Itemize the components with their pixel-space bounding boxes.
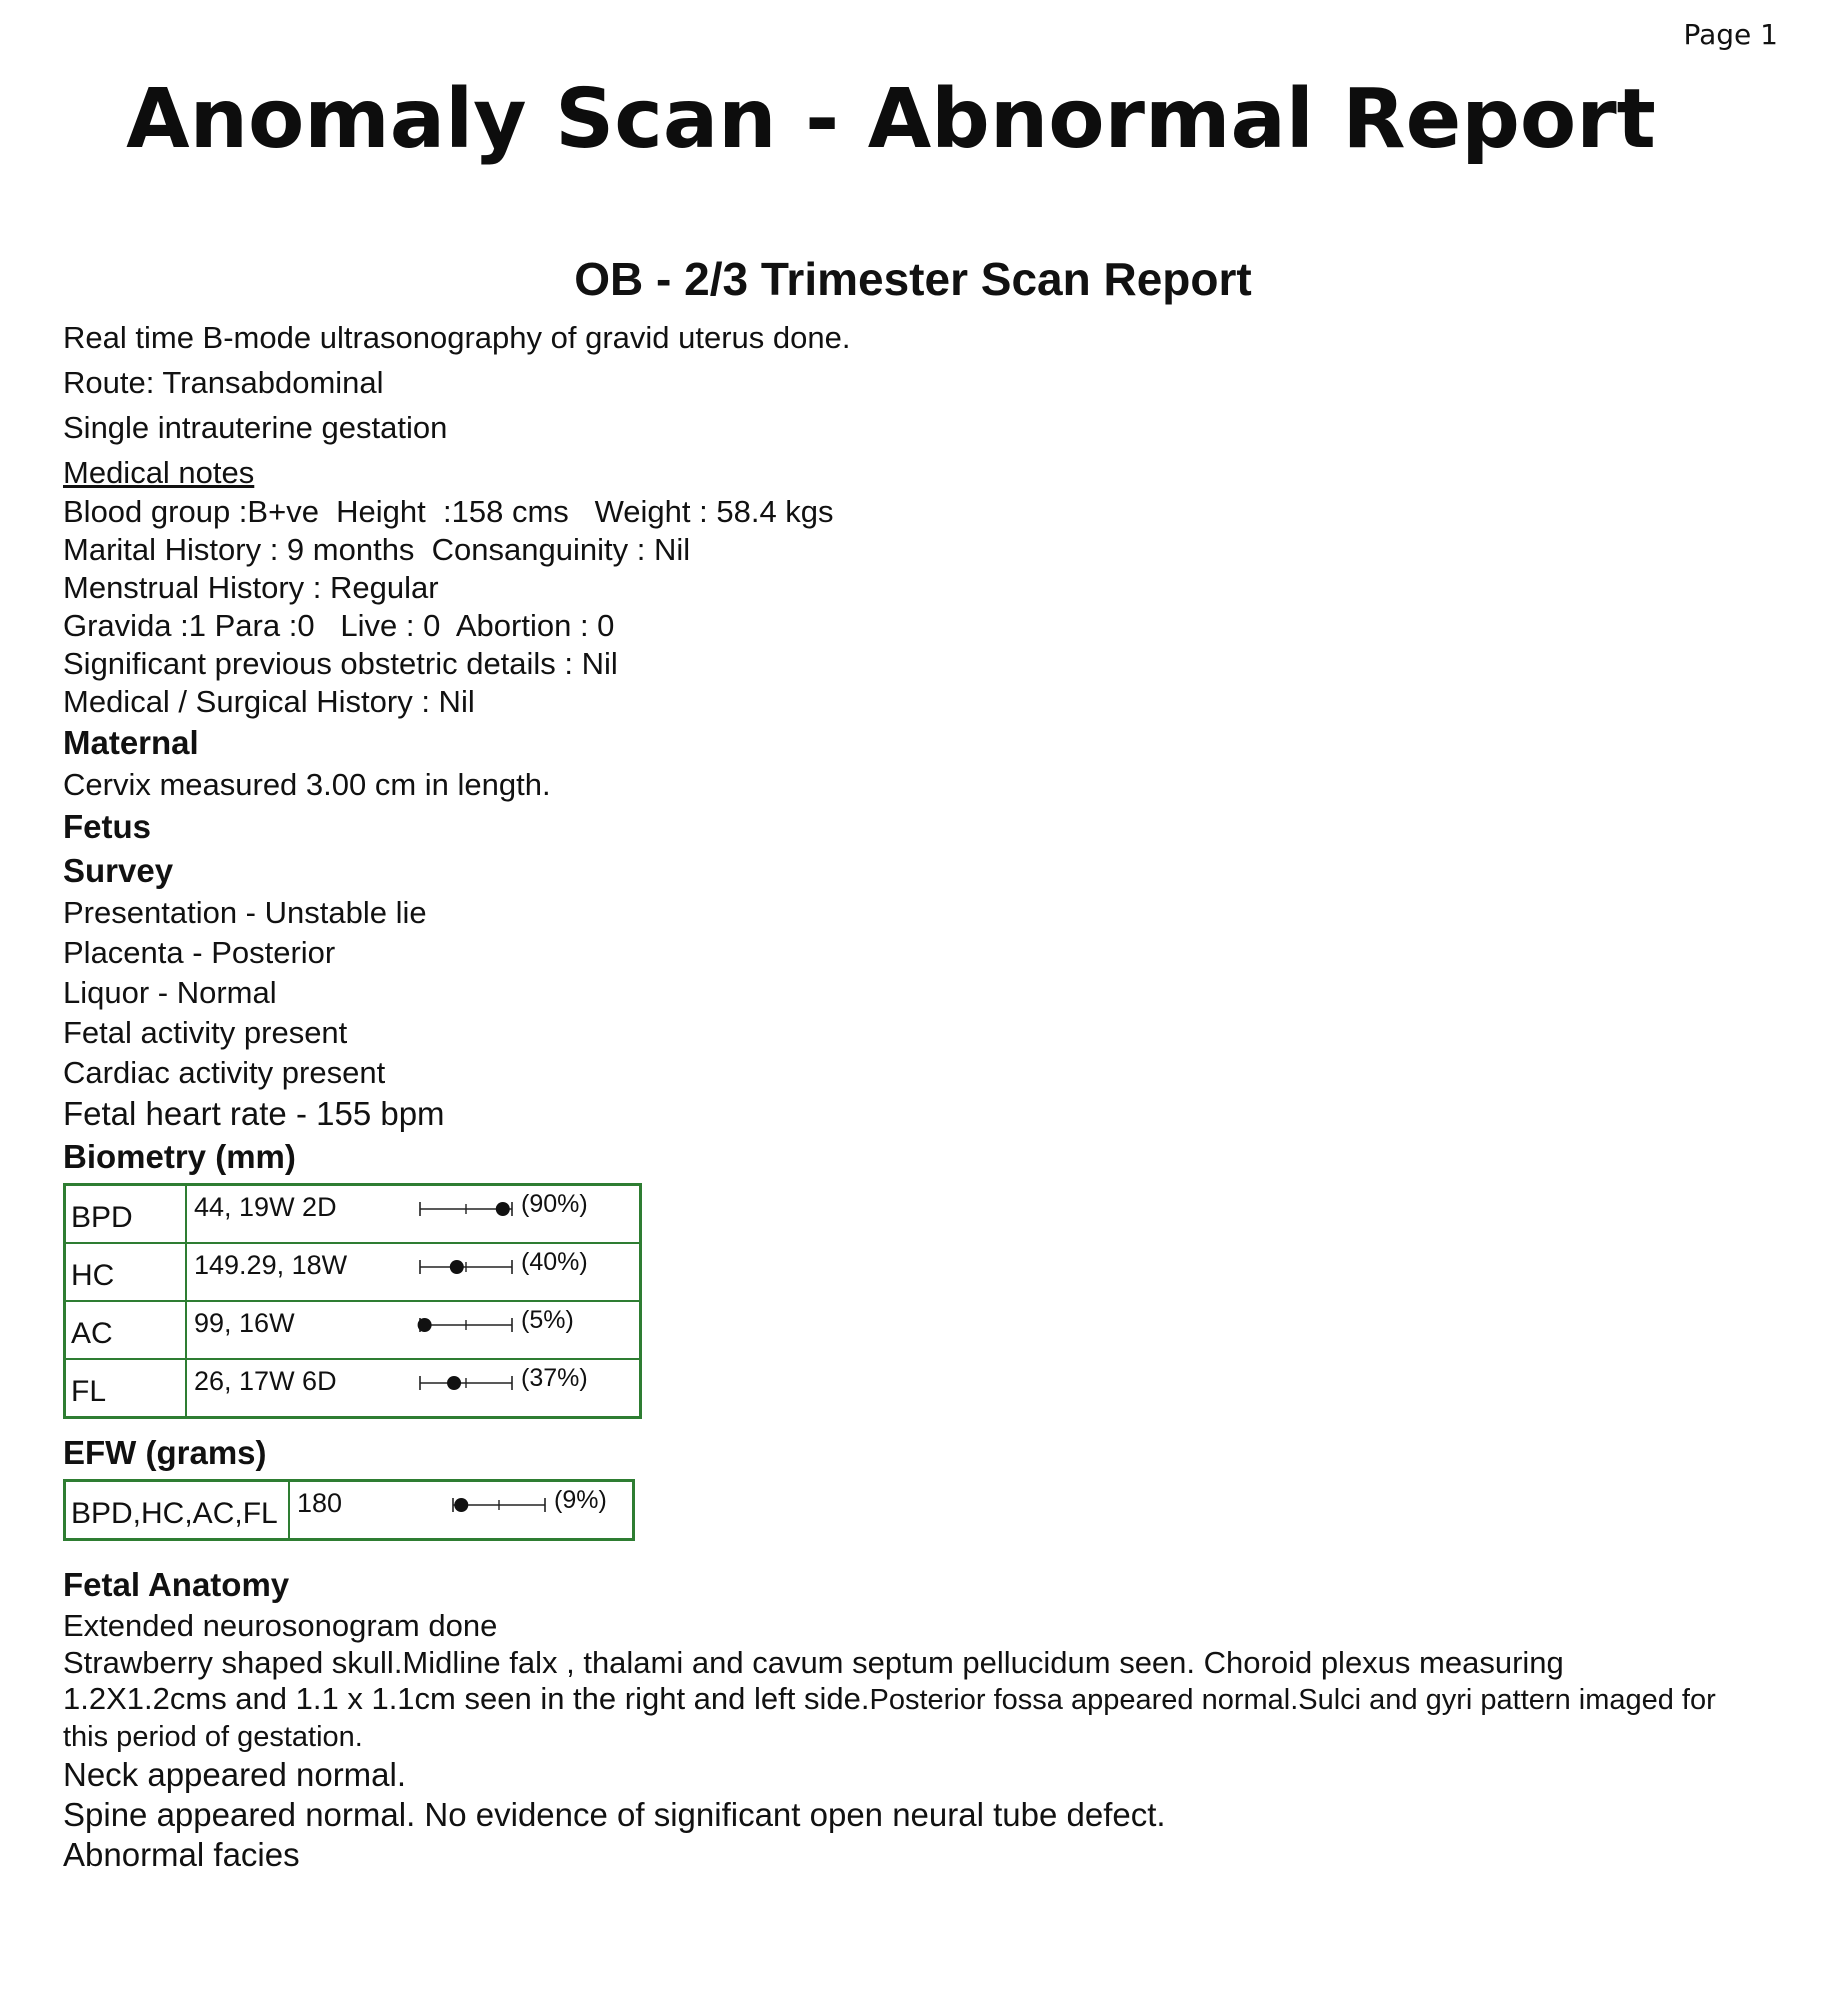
efw-percentile-gauge: [450, 1490, 550, 1520]
gauge-percentile-dot: [496, 1202, 510, 1216]
skull-text-part-1: Strawberry shaped skull.Midline falx , thalami and cavum septum pellucidum seen. Choroid plexus measuring 1.2X1.2cms and 1.1 x 1.1cm seen in the right and left side.: [63, 1645, 1564, 1716]
biometry-label: BPD: [65, 1185, 187, 1244]
biometry-value: 149.29, 18W: [194, 1250, 348, 1280]
biometry-table: [63, 1183, 642, 1419]
medical-notes-heading: Medical notes: [63, 455, 255, 490]
biometry-value: 26, 17W 6D: [194, 1366, 337, 1396]
gauge-percentile-dot: [418, 1318, 432, 1332]
biometry-label: FL: [65, 1359, 187, 1418]
biometry-row: [65, 1301, 641, 1359]
anatomy-heading: Fetal Anatomy: [63, 1566, 290, 1603]
biometry-label: AC: [65, 1301, 187, 1359]
biometry-row: [65, 1185, 641, 1244]
maternal-heading: Maternal: [63, 724, 199, 761]
fetal-activity-line: Fetal activity present: [63, 1015, 348, 1050]
facies-line: Abnormal facies: [63, 1836, 300, 1873]
biometry-row: [65, 1243, 641, 1301]
biometry-value: 44, 19W 2D: [194, 1192, 337, 1222]
biometry-percentile: (5%): [521, 1306, 574, 1334]
biometry-value-cell: [186, 1243, 641, 1301]
placenta-line: Placenta - Posterior: [63, 935, 336, 970]
biometry-value: 99, 16W: [194, 1308, 295, 1338]
biometry-heading: Biometry (mm): [63, 1138, 296, 1175]
gravida-details: Gravida :1 Para :0 Live : 0 Abortion : 0: [63, 608, 615, 643]
biometry-percentile: (90%): [521, 1190, 588, 1218]
cervix-line: Cervix measured 3.00 cm in length.: [63, 767, 551, 802]
presentation-line: Presentation - Unstable lie: [63, 895, 427, 930]
biometry-percentile-gauge: [417, 1310, 517, 1340]
intro-line-1: Real time B-mode ultrasonography of gravid uterus done.: [63, 320, 851, 355]
biometry-percentile: (37%): [521, 1364, 588, 1392]
efw-value: 180: [297, 1488, 343, 1518]
biometry-value-cell: [186, 1359, 641, 1418]
biometry-value-cell: [186, 1185, 641, 1244]
biometry-row: [65, 1359, 641, 1418]
biometry-percentile: (40%): [521, 1248, 588, 1276]
surgical-history: Medical / Surgical History : Nil: [63, 684, 475, 719]
fetus-heading: Fetus: [63, 808, 152, 845]
obstetric-details: Significant previous obstetric details : Nil: [63, 646, 618, 681]
efw-row: [65, 1481, 634, 1540]
biometry-percentile-gauge: [417, 1194, 517, 1224]
page-title: Anomaly Scan - Abnormal Report: [126, 72, 1656, 167]
liquor-line: Liquor - Normal: [63, 975, 277, 1010]
biometry-label: HC: [65, 1243, 187, 1301]
marital-history: Marital History : 9 months Consanguinity : Nil: [63, 532, 691, 567]
biometry-percentile-gauge: [417, 1252, 517, 1282]
gauge-percentile-dot: [447, 1376, 461, 1390]
efw-label: BPD,HC,AC,FL: [65, 1481, 290, 1540]
blood-height-weight: Blood group :B+ve Height :158 cms Weight : 58.4 kgs: [63, 494, 834, 529]
efw-value-cell: [289, 1481, 634, 1540]
efw-percentile: (9%): [554, 1486, 607, 1514]
efw-table: [63, 1479, 635, 1541]
report-body: [63, 318, 1763, 1875]
neurosonogram-line: Extended neurosonogram done: [63, 1608, 498, 1643]
biometry-percentile-gauge: [417, 1368, 517, 1398]
heart-rate-line: Fetal heart rate - 155 bpm: [63, 1095, 445, 1132]
efw-heading: EFW (grams): [63, 1434, 267, 1471]
gauge-percentile-dot: [450, 1260, 464, 1274]
biometry-value-cell: [186, 1301, 641, 1359]
intro-line-3: Single intrauterine gestation: [63, 410, 448, 445]
skull-paragraph: [63, 1645, 1723, 1755]
skull-text-part-2: Posterior fossa appeared normal.Sulci and gyri pattern imaged for this period of gestation.: [63, 1684, 1716, 1753]
report-title: OB - 2/3 Trimester Scan Report: [574, 253, 1252, 305]
page-number: Page 1: [1683, 18, 1778, 51]
menstrual-history: Menstrual History : Regular: [63, 570, 439, 605]
gauge-percentile-dot: [454, 1498, 468, 1512]
survey-heading: Survey: [63, 852, 174, 889]
spine-line: Spine appeared normal. No evidence of significant open neural tube defect.: [63, 1796, 1166, 1833]
cardiac-activity-line: Cardiac activity present: [63, 1055, 386, 1090]
intro-line-2: Route: Transabdominal: [63, 365, 384, 400]
neck-line: Neck appeared normal.: [63, 1756, 407, 1793]
